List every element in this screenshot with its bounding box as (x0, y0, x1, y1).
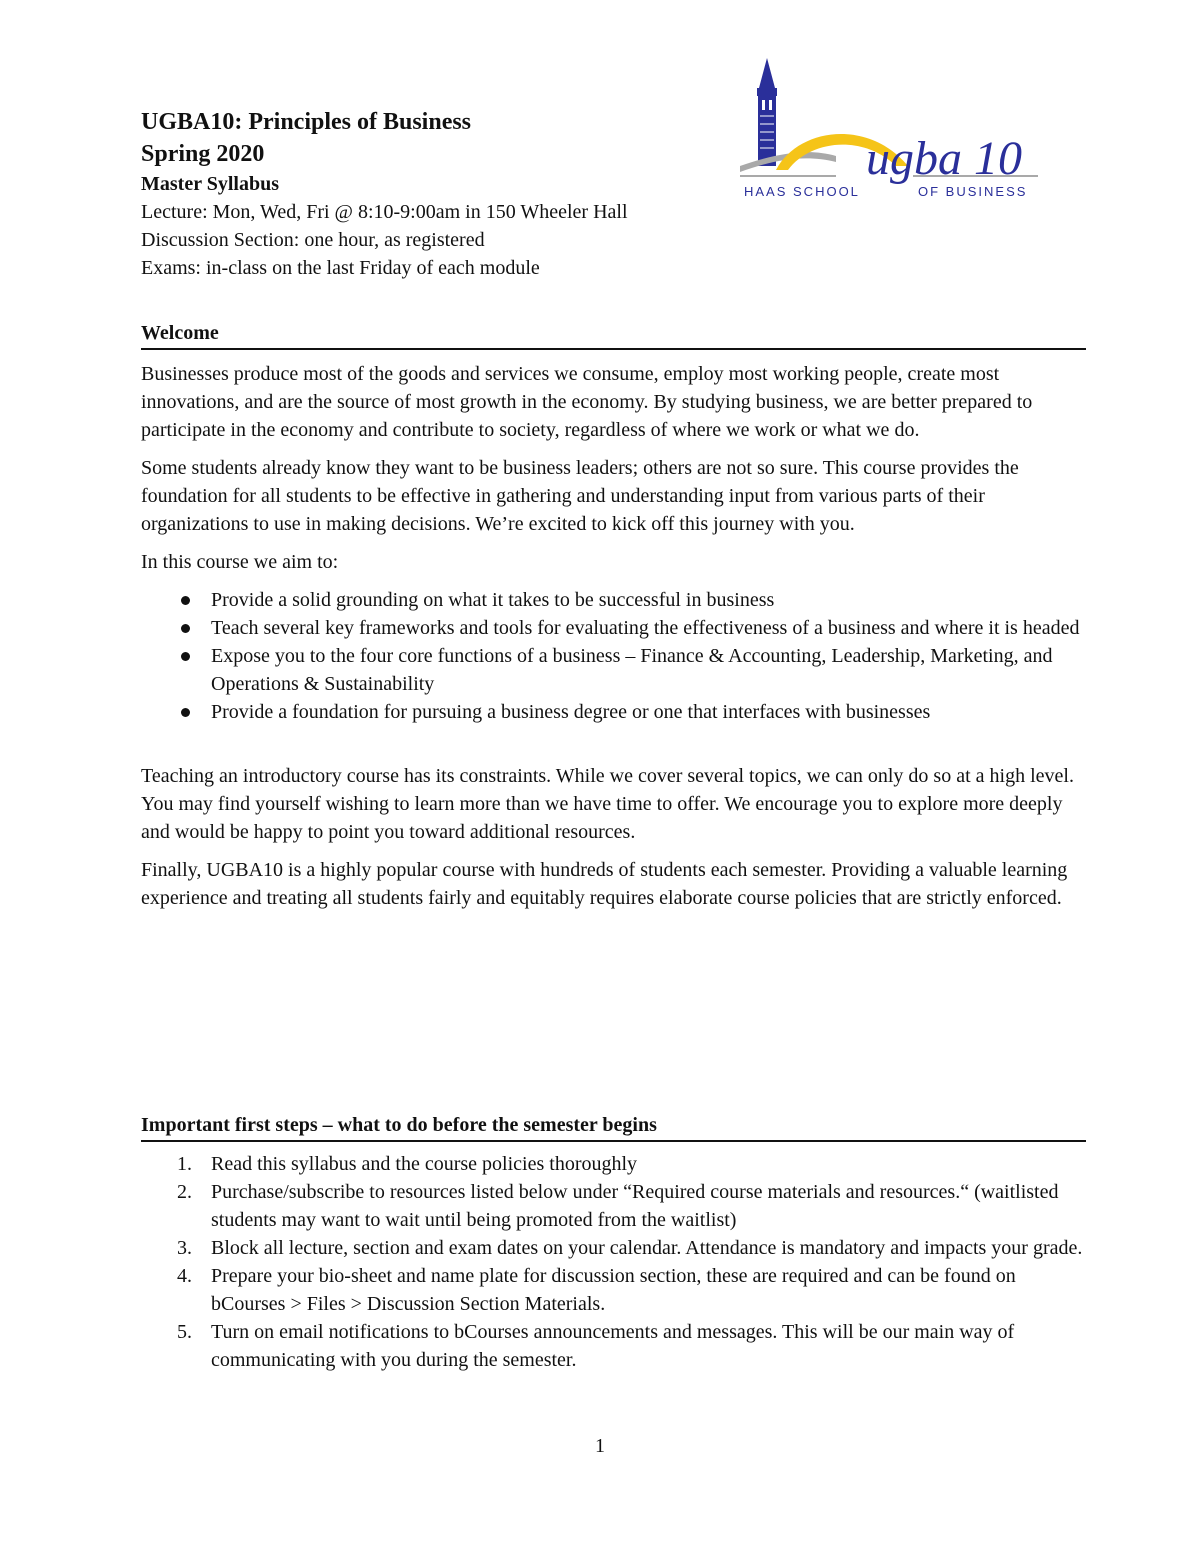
first-steps-list (141, 1150, 1086, 1374)
list-item (141, 586, 1086, 614)
welcome-paragraph-4: Teaching an introductory course has its constraints. While we cover several topics, we can only do so at a high level. You may find yourself wishing to learn more than we have time to offer. We encourage you to explore more deeply and would be happy to point you toward additional resources. (141, 765, 1074, 843)
step-number: 5. (177, 1321, 192, 1343)
welcome-heading: Welcome (141, 320, 1086, 350)
list-item (141, 1234, 1086, 1262)
step-text: Turn on email notifications to bCourses announcements and messages. This will be our main way of communicating with you during the semester. (211, 1321, 1015, 1371)
list-item (141, 614, 1086, 642)
course-aims-list (141, 586, 1086, 726)
course-title: UGBA10: Principles of Business (141, 109, 472, 135)
list-item (141, 1262, 1086, 1318)
list-item (141, 698, 1086, 726)
first-steps-heading: Important first steps – what to do before the semester begins (141, 1112, 1086, 1142)
list-item (141, 1318, 1086, 1374)
exams-info: Exams: in-class on the last Friday of each module (141, 257, 540, 279)
bullet-icon (181, 596, 190, 605)
aim-text: Provide a foundation for pursuing a business degree or one that interfaces with businesses (211, 701, 931, 723)
aim-text: Expose you to the four core functions of a business – Finance & Accounting, Leadership, Marketing, and Operations & Sustainability (211, 645, 1053, 695)
list-item (141, 1150, 1086, 1178)
aim-text: Provide a solid grounding on what it takes to be successful in business (211, 589, 775, 611)
syllabus-subtitle: Master Syllabus (141, 173, 279, 195)
step-text: Purchase/subscribe to resources listed below under “Required course materials and resources.“ (waitlisted students may want to wait until being promoted from the waitlist) (211, 1181, 1059, 1231)
bullet-icon (181, 652, 190, 661)
discussion-info: Discussion Section: one hour, as registered (141, 229, 485, 251)
step-number: 4. (177, 1265, 192, 1287)
syllabus-header (141, 106, 741, 282)
course-term: Spring 2020 (141, 141, 265, 167)
page-number: 1 (595, 1435, 605, 1457)
step-text: Prepare your bio-sheet and name plate for discussion section, these are required and can be found on bCourses > Files > Discussion Section Materials. (211, 1265, 1016, 1315)
aim-text: Teach several key frameworks and tools for evaluating the effectiveness of a business and where it is headed (211, 617, 1080, 639)
welcome-paragraph-3: In this course we aim to: (141, 551, 339, 573)
welcome-paragraph-5: Finally, UGBA10 is a highly popular course with hundreds of students each semester. Providing a valuable learning experience and treating all students fairly and equitably requires elaborate course policies that are strictly enforced. (141, 859, 1068, 909)
bullet-icon (181, 708, 190, 717)
welcome-section (141, 320, 1086, 922)
step-text: Block all lecture, section and exam dates on your calendar. Attendance is mandatory and impacts your grade. (211, 1237, 1083, 1259)
logo-left-text: HAAS SCHOOL (744, 184, 860, 199)
bullet-icon (181, 624, 190, 633)
step-number: 3. (177, 1237, 192, 1259)
list-item (141, 1178, 1086, 1234)
ugba10-logo (738, 58, 1038, 218)
step-number: 1. (177, 1153, 192, 1175)
lecture-info: Lecture: Mon, Wed, Fri @ 8:10-9:00am in 150 Wheeler Hall (141, 201, 628, 223)
welcome-paragraph-1: Businesses produce most of the goods and services we consume, employ most working people, create most innovations, and are the source of most growth in the economy. By studying business, we are better prepared to participate in the economy and contribute to society, regardless of where we work or what we do. (141, 363, 1033, 441)
logo-right-text: OF BUSINESS (918, 184, 1028, 199)
step-number: 2. (177, 1181, 192, 1203)
first-steps-section (141, 1112, 1086, 1374)
list-item (141, 642, 1086, 698)
step-text: Read this syllabus and the course policies thoroughly (211, 1153, 638, 1175)
logo-wordmark: ugba 10 (866, 132, 1022, 185)
welcome-paragraph-2: Some students already know they want to be business leaders; others are not so sure. This course provides the foundation for all students to be effective in gathering and understanding input from various parts of their organizations to use in making decisions. We’re excited to kick off this journey with you. (141, 457, 1019, 535)
